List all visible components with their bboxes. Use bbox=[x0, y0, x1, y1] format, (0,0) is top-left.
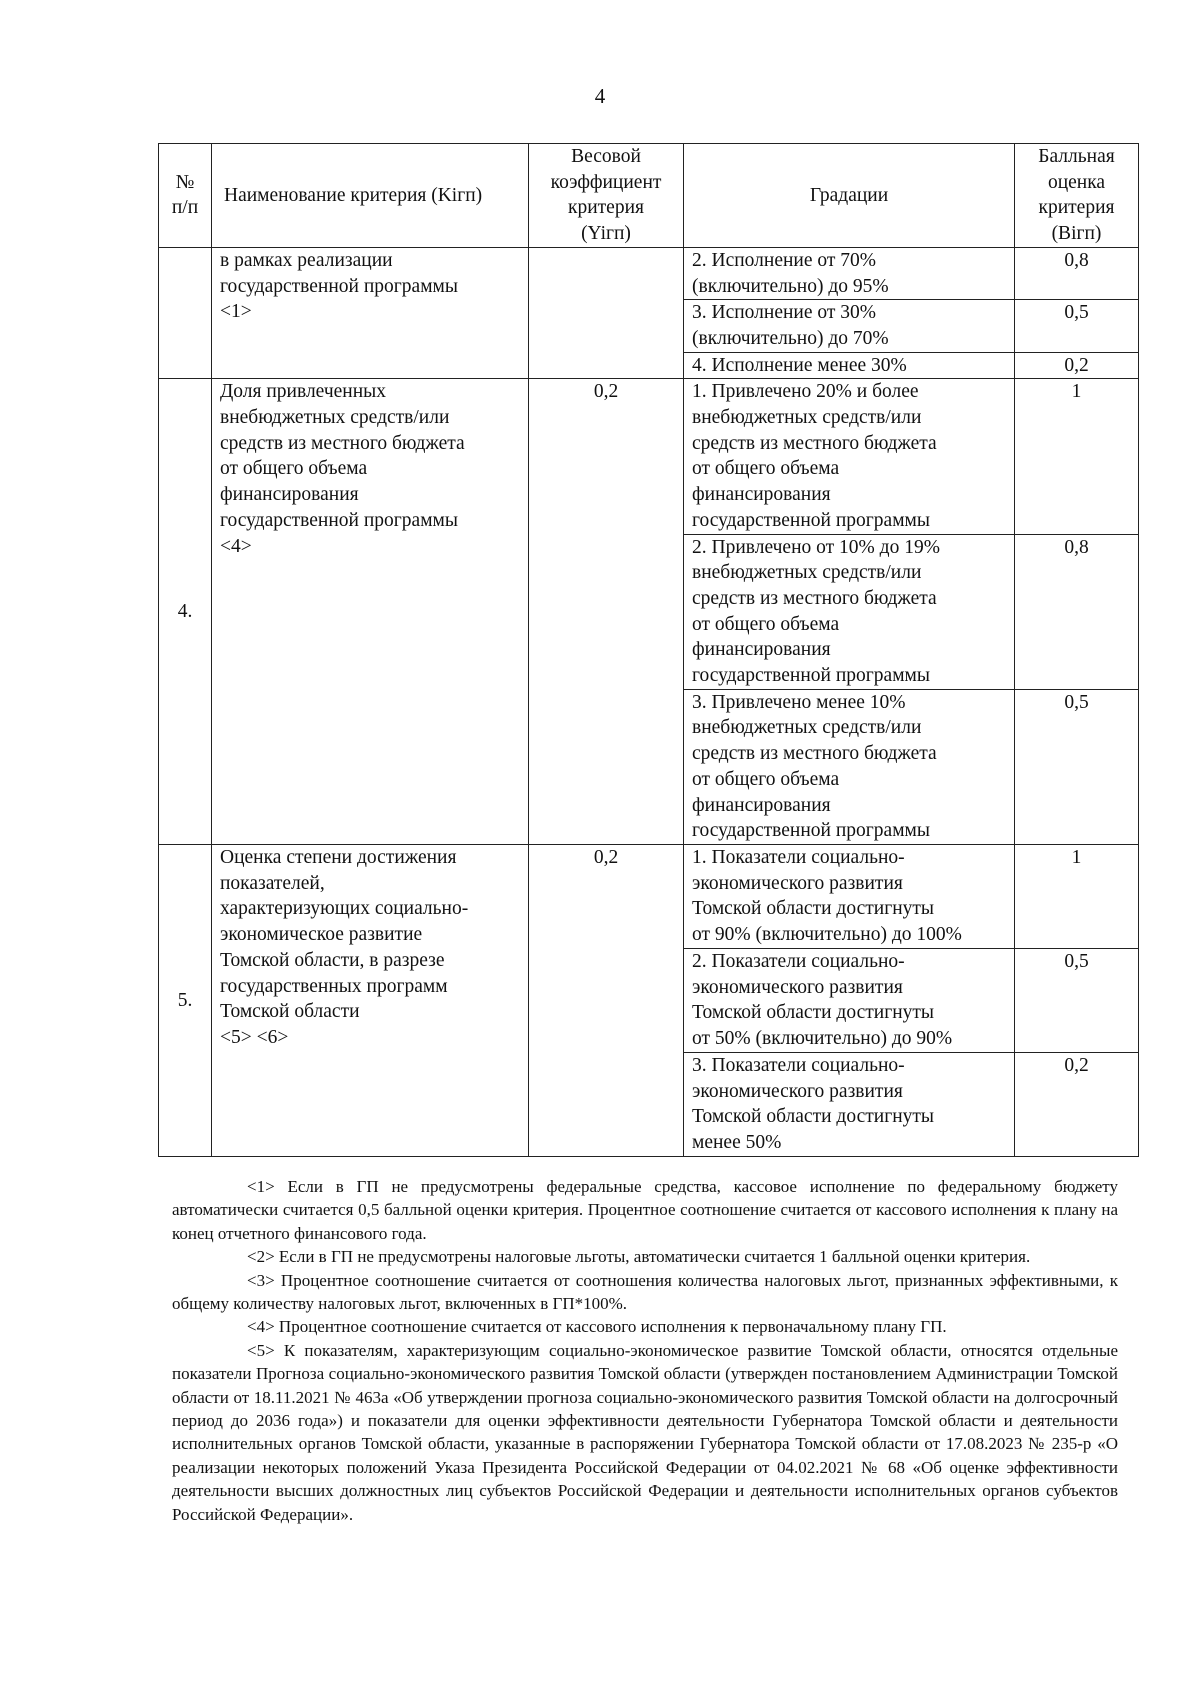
text-line: Томской области достигнуты bbox=[692, 1106, 934, 1128]
text-line: средств из местного бюджета bbox=[692, 743, 937, 765]
page-number: 4 bbox=[594, 84, 606, 108]
text-line: финансирования bbox=[692, 639, 831, 661]
gradation-text bbox=[684, 247, 1015, 299]
text-line: <5> <6> bbox=[220, 1026, 289, 1048]
table-row bbox=[159, 844, 1139, 948]
footnote-1: <1> Если в ГП не предусмотрены федеральные средства, кассовое исполнение по федеральному бюджету автоматически считается 0,5 балльной оценки критерия. Процентное соотношение считается от кассового исполнения к плану на конец отчетного финансового года. bbox=[172, 1177, 1118, 1243]
text-line: Томской области достигнуты bbox=[692, 1002, 934, 1024]
text-line: внебюджетных средств/или bbox=[692, 407, 922, 429]
text-line: государственной программы bbox=[692, 665, 930, 687]
text-line: финансирования bbox=[692, 794, 831, 816]
text-line: (включительно) до 95% bbox=[692, 275, 889, 297]
text-line: финансирования bbox=[692, 484, 831, 506]
gradation-text bbox=[684, 352, 1015, 379]
header-num bbox=[159, 144, 212, 248]
text-line: п/п bbox=[171, 197, 199, 219]
text-line: 2. Исполнение от 70% bbox=[692, 249, 877, 271]
text-line: Томской области достигнуты bbox=[692, 898, 934, 920]
text-line: от общего объема bbox=[692, 458, 840, 480]
text-line: показателей, bbox=[220, 872, 325, 894]
gradation-text bbox=[684, 300, 1015, 352]
text-line: от 90% (включительно) до 100% bbox=[692, 924, 962, 946]
text-line: государственной программы bbox=[692, 509, 930, 531]
text-line: внебюджетных средств/или bbox=[692, 562, 922, 584]
row-number bbox=[159, 247, 212, 379]
text-line: средств из местного бюджета bbox=[692, 587, 937, 609]
text-line: 2. Показатели социально- bbox=[692, 950, 905, 972]
criterion-name bbox=[212, 247, 529, 379]
text-line: экономического развития bbox=[692, 872, 903, 894]
text-line: экономического развития bbox=[692, 1080, 903, 1102]
footnote-2: <2> Если в ГП не предусмотрены налоговые льготы, автоматически считается 1 балльной оценки критерия. bbox=[247, 1247, 1031, 1267]
text-line: государственных программ bbox=[220, 975, 448, 997]
text-line: внебюджетных средств/или bbox=[220, 407, 450, 429]
table-row bbox=[159, 379, 1139, 534]
text-line: 4. Исполнение менее 30% bbox=[692, 354, 907, 376]
gradation-score: 1 bbox=[1015, 379, 1139, 534]
criterion-name bbox=[212, 379, 529, 845]
header-score bbox=[1015, 144, 1139, 248]
text-line: внебюджетных средств/или bbox=[692, 717, 922, 739]
gradation-text bbox=[684, 1052, 1015, 1156]
text-line: в рамках реализации bbox=[220, 249, 393, 271]
header-gradations bbox=[684, 144, 1015, 248]
text-line: экономического развития bbox=[692, 976, 903, 998]
text-line: государственной программы bbox=[220, 509, 458, 531]
text-line: (Yiгп) bbox=[581, 223, 631, 245]
text-line: от общего объема bbox=[692, 613, 840, 635]
text-line: <1> bbox=[220, 301, 252, 323]
text-line: Градации bbox=[809, 184, 889, 206]
criteria-table bbox=[158, 143, 1139, 1157]
text-line: Наименование критерия (Kiгп) bbox=[224, 184, 483, 206]
table-row bbox=[159, 247, 1139, 299]
text-line: Весовой bbox=[571, 146, 641, 167]
gradation-score: 0,5 bbox=[1015, 689, 1139, 844]
text-line: характеризующих социально- bbox=[220, 898, 469, 920]
gradation-text bbox=[684, 534, 1015, 689]
text-line: <4> bbox=[220, 535, 252, 557]
gradation-score: 0,2 bbox=[1015, 352, 1139, 379]
footnote-3: <3> Процентное соотношение считается от соотношения количества налоговых льгот, признанных эффективными, к общему количеству налоговых льгот, включенных в ГП*100%. bbox=[172, 1270, 1118, 1314]
gradation-score: 0,5 bbox=[1015, 948, 1139, 1052]
table-header-row bbox=[159, 144, 1139, 248]
text-line: 1. Показатели социально- bbox=[692, 846, 905, 868]
gradation-text bbox=[684, 379, 1015, 534]
row-number: 5. bbox=[159, 844, 212, 1156]
text-line: средств из местного бюджета bbox=[220, 432, 465, 454]
text-line: государственной программы bbox=[692, 820, 930, 842]
footnote-5: <5> К показателям, характеризующим социально-экономическое развитие Томской области, относятся отдельные показатели Прогноза социально-экономического развития Томской области (утвержден постановлением Администрации Томской области от 18.11.2021 № 463а «Об утверждении прогноза социально-экономического развития Томской области на долгосрочный период до 2036 года») и показатели для оценки эффективности деятельности Губернатора Томской области и деятельности исполнительных органов Томской области, указанные в распоряжении Губернатора Томской области от 17.08.2023 № 235-р «О реализации некоторых положений Указа Президента Российской Федерации от 04.02.2021 № 68 «Об оценке эффективности деятельности высших должностных лиц субъектов Российской Федерации и деятельности исполнительных органов субъектов Российской Федерации». bbox=[172, 1340, 1118, 1524]
gradation-score: 0,8 bbox=[1015, 534, 1139, 689]
text-line: 2. Привлечено от 10% до 19% bbox=[692, 536, 940, 558]
text-line: (Biгп) bbox=[1051, 223, 1102, 245]
text-line: от общего объема bbox=[220, 458, 368, 480]
text-line: государственной программы bbox=[220, 275, 458, 297]
gradation-score: 0,5 bbox=[1015, 300, 1139, 352]
text-line: 3. Исполнение от 30% bbox=[692, 302, 877, 324]
gradation-score: 1 bbox=[1015, 844, 1139, 948]
text-line: Доля привлеченных bbox=[220, 381, 387, 403]
text-line: менее 50% bbox=[692, 1132, 782, 1154]
gradation-score: 0,2 bbox=[1015, 1052, 1139, 1156]
text-line: (включительно) до 70% bbox=[692, 327, 889, 349]
text-line: экономическое развитие bbox=[220, 924, 423, 946]
text-line: оценка bbox=[1047, 171, 1106, 193]
text-line: Томской области, в разрезе bbox=[220, 949, 445, 971]
criterion-weight: 0,2 bbox=[529, 379, 684, 845]
criterion-weight bbox=[529, 247, 684, 379]
criterion-name bbox=[212, 844, 529, 1156]
text-line: № bbox=[175, 171, 195, 193]
gradation-text bbox=[684, 948, 1015, 1052]
header-weight bbox=[529, 144, 684, 248]
row-number: 4. bbox=[159, 379, 212, 845]
text-line: Балльная bbox=[1038, 146, 1115, 167]
text-line: Томской области bbox=[220, 1001, 360, 1023]
text-line: 3. Показатели социально- bbox=[692, 1054, 905, 1076]
text-line: от общего объема bbox=[692, 768, 840, 790]
gradation-text bbox=[684, 844, 1015, 948]
footnotes bbox=[172, 1175, 1118, 1526]
text-line: 1. Привлечено 20% и более bbox=[692, 381, 919, 403]
text-line: критерия bbox=[568, 197, 644, 219]
text-line: Оценка степени достижения bbox=[220, 846, 457, 868]
text-line: финансирования bbox=[220, 484, 359, 506]
text-line: критерия bbox=[1038, 197, 1115, 219]
text-line: от 50% (включительно) до 90% bbox=[692, 1028, 953, 1050]
text-line: 3. Привлечено менее 10% bbox=[692, 691, 906, 713]
gradation-text bbox=[684, 689, 1015, 844]
criterion-weight: 0,2 bbox=[529, 844, 684, 1156]
gradation-score: 0,8 bbox=[1015, 247, 1139, 299]
text-line: коэффициент bbox=[550, 171, 662, 193]
footnote-4: <4> Процентное соотношение считается от кассового исполнения к первоначальному плану ГП. bbox=[247, 1317, 947, 1337]
header-criterion-name bbox=[212, 144, 529, 248]
text-line: средств из местного бюджета bbox=[692, 432, 937, 454]
